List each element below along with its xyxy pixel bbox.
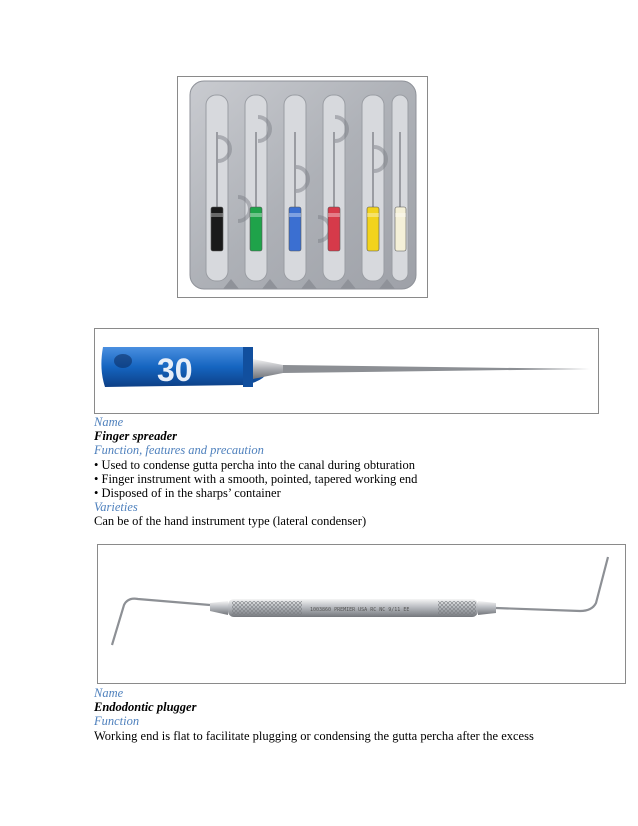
name-heading: Name: [94, 686, 124, 700]
plugger-image: [97, 544, 626, 684]
file-handle-highlight: [211, 213, 223, 217]
plugger-description: [94, 686, 534, 743]
function-heading: Function, features and precaution: [94, 443, 264, 458]
instrument-name: Finger spreader: [94, 429, 177, 444]
function-heading: Function: [94, 714, 140, 729]
function-text: Working end is flat to facilitate plugging or condensing the gutta percha after the excess: [94, 728, 534, 743]
instrument-name: Endodontic plugger: [94, 700, 197, 715]
bullet-item: • Disposed of in the sharps’ container: [94, 486, 281, 501]
file-handle-highlight: [395, 213, 406, 217]
varieties-text: Can be of the hand instrument type (lateral condenser): [94, 514, 367, 529]
spreader-size-number: 30: [157, 352, 193, 388]
varieties-heading: Varieties: [94, 500, 138, 515]
plugger-engraving: 1003860 PREMIER USA RC NC 9/11 EE: [310, 607, 410, 613]
files-package-image: [177, 76, 428, 298]
name-heading: Name: [94, 415, 124, 429]
finger-spreader-image: [94, 328, 599, 414]
file-handle-highlight: [328, 213, 340, 217]
file-handle-highlight: [289, 213, 301, 217]
bullet-item: • Finger instrument with a smooth, pointed, tapered working end: [94, 471, 418, 486]
finger-spreader-description: [94, 415, 417, 529]
file-handle-highlight: [250, 213, 262, 217]
file-handle-highlight: [367, 213, 379, 217]
bullet-item: • Used to condense gutta percha into the canal during obturation: [94, 457, 415, 472]
